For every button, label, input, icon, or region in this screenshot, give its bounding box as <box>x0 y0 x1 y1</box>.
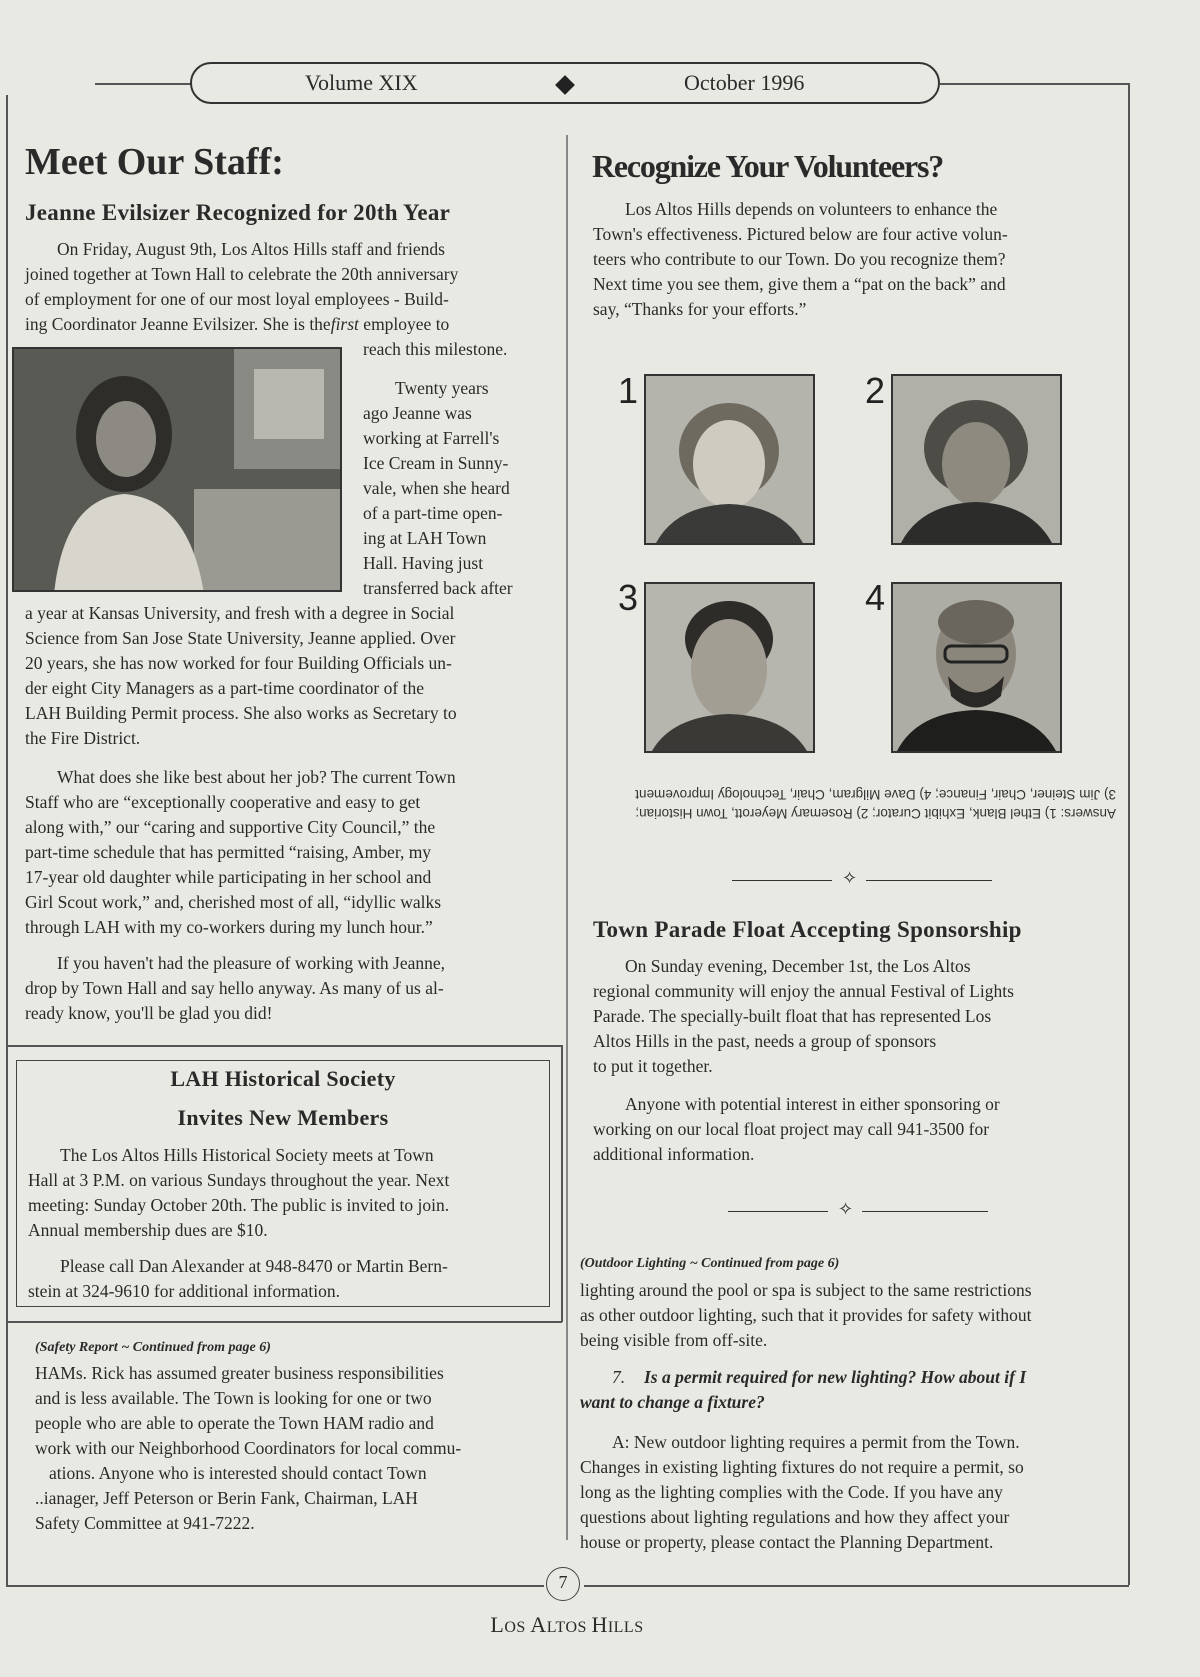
article-title-meet-our-staff: Meet Our Staff: <box>25 141 284 183</box>
text-line: Please call Dan Alexander at 948-8470 or Martin Bern- <box>60 1256 448 1276</box>
historical-outer-top <box>6 1045 562 1047</box>
text-line: transferred back after <box>363 578 513 598</box>
lighting-continued-label: (Outdoor Lighting ~ Continued from page 6) <box>580 1256 840 1271</box>
text-line: ready know, you'll be glad you did! <box>25 1003 273 1023</box>
text-line: of employment for one of our most loyal employees - Build- <box>25 289 449 309</box>
text-line: want to change a fixture? <box>580 1392 765 1412</box>
text-line: a year at Kansas University, and fresh with a degree in Social <box>25 603 455 623</box>
text-span: employee to <box>358 314 450 334</box>
page-number: 7 <box>558 1572 568 1592</box>
text-line: long as the lighting complies with the Code. If you have any <box>580 1482 1003 1502</box>
issue-date: October 1996 <box>684 70 805 95</box>
historical-outer-right <box>561 1045 563 1322</box>
pub-letter: H <box>591 1612 608 1637</box>
separator-star-icon: ✧ <box>838 1199 854 1219</box>
text-line <box>580 1365 1125 1390</box>
text-line: Hall. Having just <box>363 553 484 573</box>
text-line: LAH Building Permit process. She also works as Secretary to <box>25 703 457 723</box>
column-divider <box>566 135 568 1540</box>
text-line: The Los Altos Hills Historical Society meets at Town <box>60 1145 434 1165</box>
text-line: reach this milestone. <box>363 339 508 359</box>
historical-title-1: LAH Historical Society <box>170 1066 396 1091</box>
frame-bottom-right <box>584 1585 1129 1587</box>
question-text: Is a permit required for new lighting? How about if I <box>644 1367 1027 1387</box>
header-rule-right <box>940 83 1130 85</box>
text-line: On Sunday evening, December 1st, the Los Altos <box>625 956 971 976</box>
text-line: On Friday, August 9th, Los Altos Hills staff and friends <box>57 239 445 259</box>
historical-paragraph-1 <box>28 1143 548 1243</box>
parade-title: Town Parade Float Accepting Sponsorship <box>593 917 1022 942</box>
emphasis-first: first <box>330 314 359 334</box>
text-line: Girl Scout work,” and, cherished most of all, “idyllic walks <box>25 892 442 912</box>
historical-paragraph-2 <box>28 1254 548 1304</box>
text-line: A: New outdoor lighting requires a permit from the Town. <box>612 1432 1020 1452</box>
separator-line <box>732 880 832 881</box>
text-line: vale, when she heard <box>363 478 510 498</box>
text-line: part-time schedule that has permitted “raising, Amber, my <box>25 842 432 862</box>
article-subtitle-jeanne: Jeanne Evilsizer Recognized for 20th Year <box>25 200 451 225</box>
safety-continued-label: (Safety Report ~ Continued from page 6) <box>35 1340 271 1355</box>
answers-line-2: 3) Jim Steiner, Chair, Finance; 4) Dave Milgram, Chair, Technology Improvement <box>635 787 1116 802</box>
historical-outer-bottom <box>6 1321 562 1323</box>
text-line: Hall at 3 P.M. on various Sundays throughout the year. Next <box>28 1170 450 1190</box>
text-line: Ice Cream in Sunny- <box>363 453 509 473</box>
lighting-paragraph-1 <box>580 1278 1125 1353</box>
text-line: questions about lighting regulations and how they affect your <box>580 1507 1010 1527</box>
text-line: working on our local float project may call 941-3500 for <box>593 1119 990 1139</box>
lighting-answer <box>580 1430 1125 1555</box>
text-line: Parade. The specially-built float that has represented Los <box>593 1006 992 1026</box>
frame-left <box>6 95 8 1585</box>
text-line: Anyone with potential interest in either sponsoring or <box>625 1094 1000 1114</box>
text-line: working at Farrell's <box>363 428 500 448</box>
question-number: 7. <box>612 1367 626 1387</box>
frame-right <box>1128 83 1130 1585</box>
text-line: Staff who are “exceptionally cooperative and easy to get <box>25 792 421 812</box>
text-line: Annual membership dues are $10. <box>28 1220 268 1240</box>
volunteer-photo-3 <box>644 582 815 753</box>
text-line: 17-year old daughter while participating in her school and <box>25 867 432 887</box>
frame-bottom-left <box>6 1585 544 1587</box>
pub-letter: L <box>490 1612 505 1637</box>
text-line: Safety Committee at 941-7222. <box>35 1513 255 1533</box>
volunteer-photo-3-image <box>646 584 813 751</box>
text-line: work with our Neighborhood Coordinators for local commu- <box>35 1438 462 1458</box>
text-line: through LAH with my co-workers during my lunch hour.” <box>25 917 433 937</box>
separator-line <box>862 1211 988 1212</box>
text-line: ations. Anyone who is interested should contact Town <box>49 1463 427 1483</box>
volunteer-photo-2-image <box>893 376 1060 543</box>
jeanne-paragraph-4 <box>25 951 550 1026</box>
text-line: regional community will enjoy the annual Festival of Lights <box>593 981 1014 1001</box>
separator-line <box>728 1211 828 1212</box>
text-line: being visible from off-site. <box>580 1330 768 1350</box>
text-line: lighting around the pool or spa is subject to the same restrictions <box>580 1280 1032 1300</box>
volunteers-paragraph <box>593 197 1113 322</box>
text-line: additional information. <box>593 1144 755 1164</box>
text-span: ing Coordinator Jeanne Evilsizer. She is the <box>25 314 331 334</box>
text-line: If you haven't had the pleasure of working with Jeanne, <box>57 953 446 973</box>
text-line: What does she like best about her job? The current Town <box>57 767 456 787</box>
text-line: drop by Town Hall and say hello anyway. As many of us al- <box>25 978 444 998</box>
volunteer-photo-4 <box>891 582 1062 753</box>
text-line: Altos Hills in the past, needs a group of sponsors <box>593 1031 937 1051</box>
text-line <box>25 312 545 337</box>
text-line: say, “Thanks for your efforts.” <box>593 299 807 319</box>
text-line: der eight City Managers as a part-time coordinator of the <box>25 678 424 698</box>
text-line: meeting: Sunday October 20th. The public is invited to join. <box>28 1195 450 1215</box>
jeanne-paragraph-1 <box>25 237 545 337</box>
jeanne-paragraph-3 <box>25 765 550 940</box>
text-line: Next time you see them, give them a “pat on the back” and <box>593 274 1006 294</box>
jeanne-paragraph-2-full <box>25 601 550 751</box>
volume-label: Volume XIX <box>305 70 418 95</box>
text-line: 20 years, she has now worked for four Building Officials un- <box>25 653 452 673</box>
volunteer-number-3: 3 <box>618 577 639 618</box>
publication-name <box>0 1612 1134 1638</box>
separator-line <box>866 880 992 881</box>
volunteer-number-4: 4 <box>865 577 886 618</box>
pub-letter: A <box>530 1612 547 1637</box>
text-line: Los Altos Hills depends on volunteers to enhance the <box>625 199 998 219</box>
volunteer-photo-1 <box>644 374 815 545</box>
header-rule-left <box>95 83 191 85</box>
pub-smallcaps: OS <box>504 1619 531 1636</box>
text-line: teers who contribute to our Town. Do you recognize them? <box>593 249 1006 269</box>
volunteer-photo-1-image <box>646 376 813 543</box>
volunteer-number-2: 2 <box>865 370 886 411</box>
volunteer-number-1: 1 <box>618 370 639 411</box>
text-line: to put it together. <box>593 1056 713 1076</box>
jeanne-photo-image <box>14 349 342 592</box>
jeanne-photo <box>12 347 342 592</box>
parade-paragraph-2 <box>593 1092 1123 1167</box>
safety-paragraph <box>35 1361 550 1536</box>
volunteer-answers <box>572 783 1128 823</box>
text-line: ago Jeanne was <box>363 403 472 423</box>
text-line: of a part-time open- <box>363 503 503 523</box>
volunteers-title: Recognize Your Volunteers? <box>592 148 944 184</box>
parade-paragraph-1 <box>593 954 1123 1079</box>
text-line: ..ianager, Jeff Peterson or Berin Fank, Chairman, LAH <box>35 1488 418 1508</box>
text-line: house or property, please contact the Planning Department. <box>580 1532 994 1552</box>
text-line: joined together at Town Hall to celebrate the 20th anniversary <box>25 264 459 284</box>
text-line: Twenty years <box>395 378 489 398</box>
text-line: ing at LAH Town <box>363 528 487 548</box>
text-line: the Fire District. <box>25 728 141 748</box>
volunteer-photo-2 <box>891 374 1062 545</box>
text-line: Science from San Jose State University, Jeanne applied. Over <box>25 628 456 648</box>
text-line: Town's effectiveness. Pictured below are four active volun- <box>593 224 1008 244</box>
text-line: Changes in existing lighting fixtures do not require a permit, so <box>580 1457 1024 1477</box>
text-line: stein at 324-9610 for additional information. <box>28 1281 341 1301</box>
text-line: and is less available. The Town is looking for one or two <box>35 1388 432 1408</box>
pub-smallcaps: ILLS <box>607 1619 644 1636</box>
text-line: as other outdoor lighting, such that it provides for safety without <box>580 1305 1032 1325</box>
lighting-question-7 <box>580 1365 1125 1415</box>
text-line: people who are able to operate the Town HAM radio and <box>35 1413 434 1433</box>
jeanne-paragraph-2-side <box>363 376 543 601</box>
text-line: HAMs. Rick has assumed greater business responsibilities <box>35 1363 444 1383</box>
answers-line-1: Answers: 1) Ethel Blank, Exhibit Curator; 2) Rosemary Meyerott, Town Historian; <box>635 806 1116 821</box>
separator-star-icon: ✧ <box>842 868 858 888</box>
text-line: along with,” our “caring and supportive City Council,” the <box>25 817 436 837</box>
pub-smallcaps: LTOS <box>546 1619 592 1636</box>
historical-title-2: Invites New Members <box>177 1105 389 1130</box>
volunteer-photo-4-image <box>893 584 1060 751</box>
